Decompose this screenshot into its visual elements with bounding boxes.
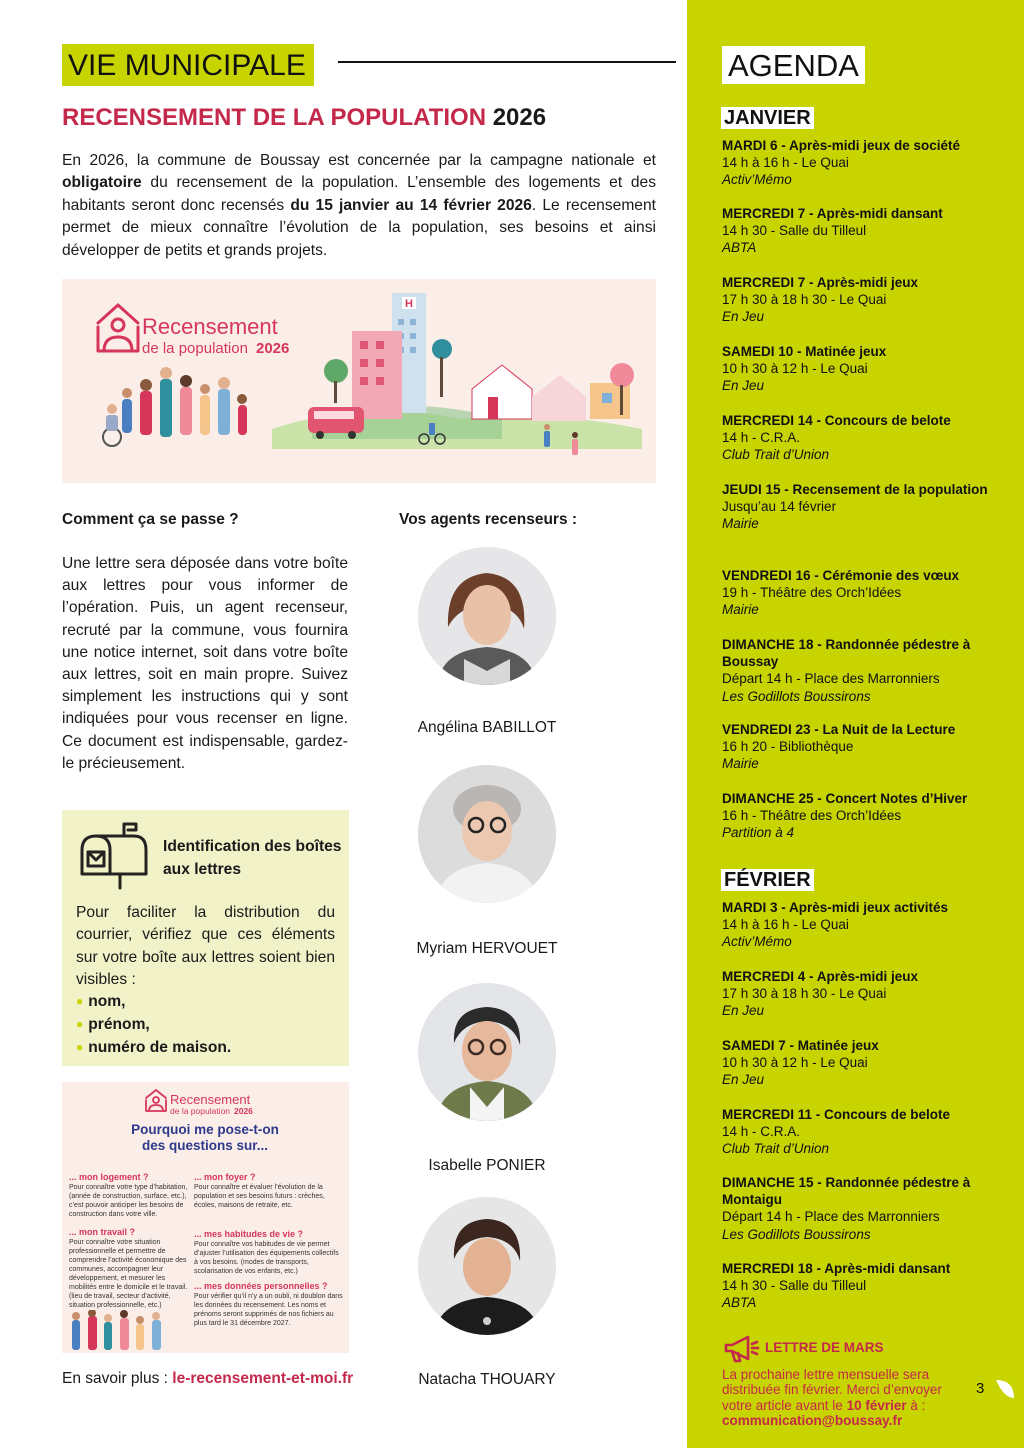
event-organizer: En Jeu — [722, 1072, 765, 1088]
qcard-crowd — [62, 1310, 192, 1353]
more-label: En savoir plus : — [62, 1370, 173, 1387]
agenda-event — [722, 721, 994, 773]
agenda-event — [722, 205, 994, 257]
agent-name: Natacha THOUARY — [418, 1371, 556, 1388]
event-title: MERCREDI 11 - Concours de belote — [722, 1107, 951, 1122]
event-when: Départ 14 h - Place des Marronniers — [722, 1209, 940, 1225]
page-corner-icon — [992, 1378, 1018, 1402]
agenda-event — [722, 968, 994, 1020]
intro-text-2: du recensement de la population. L’ensemble des logements et des habitants seront donc recensés — [62, 174, 656, 214]
event-title: MERCREDI 4 - Après-midi jeux — [722, 969, 919, 984]
mailbox-icon — [76, 822, 150, 892]
month-heading-fevrier: FÉVRIER — [721, 869, 814, 891]
banner-building-sign: H — [405, 298, 413, 310]
event-title: SAMEDI 7 - Matinée jeux — [722, 1038, 879, 1053]
agenda-event — [722, 1106, 994, 1158]
event-when: 10 h 30 à 12 h - Le Quai — [722, 361, 868, 377]
census-website-link[interactable]: le-recensement-et-moi.fr — [172, 1370, 354, 1387]
article-title — [62, 104, 546, 132]
mailbox-item: ● nom, — [76, 991, 231, 1014]
event-organizer: Mairie — [722, 516, 759, 532]
event-organizer: ABTA — [722, 240, 757, 256]
event-organizer: ABTA — [722, 1295, 757, 1311]
event-title: SAMEDI 10 - Matinée jeux — [722, 344, 887, 359]
mailbox-item: ● numéro de maison. — [76, 1037, 231, 1060]
census-illustration — [62, 279, 656, 483]
agenda-event — [722, 790, 994, 842]
qcard-block-habitudes — [194, 1229, 344, 1276]
event-title: DIMANCHE 18 - Randonnée pédestre à Boussay — [722, 637, 971, 670]
agenda-event — [722, 1174, 994, 1243]
qcard-block-text: Pour connaître vos habitudes de vie permet d’ajuster l’utilisation des équipements collectifs à vos besoins. (modes de transports, scolarisation de vos enfants, etc.) — [194, 1241, 339, 1275]
event-title: MERCREDI 18 - Après-midi dansant — [722, 1261, 951, 1276]
mailbox-items — [76, 991, 231, 1059]
qcard-block-donnees — [194, 1281, 344, 1328]
agenda-event — [722, 1037, 994, 1089]
intro-bold-2: du 15 janvier au 14 février 2026 — [290, 196, 532, 214]
qcard-block-title: ... mon logement ? — [69, 1172, 149, 1182]
agenda-event — [722, 274, 994, 326]
contact-email-link[interactable]: communication@boussay.fr — [722, 1412, 903, 1428]
lettre-deadline: 10 février — [846, 1397, 907, 1413]
month-heading-janvier: JANVIER — [721, 107, 814, 129]
event-when: 17 h 30 à 18 h 30 - Le Quai — [722, 292, 887, 308]
intro-text-1: En 2026, la commune de Boussay est concernée par la campagne nationale et — [62, 152, 656, 169]
event-organizer: En Jeu — [722, 1003, 765, 1019]
event-when: 19 h - Théâtre des Orch’Idées — [722, 585, 902, 601]
census-banner — [62, 279, 656, 483]
qcard-block-travail — [69, 1227, 189, 1310]
article-title-year: 2026 — [492, 104, 547, 131]
agenda-title: AGENDA — [722, 46, 865, 84]
lettre-title: LETTRE DE MARS — [765, 1340, 884, 1355]
event-organizer: En Jeu — [722, 378, 765, 394]
banner-logo-year: 2026 — [256, 340, 290, 357]
agents-title: Vos agents recenseurs : — [399, 511, 578, 528]
event-when: Départ 14 h - Place des Marronniers — [722, 671, 940, 687]
event-title: JEUDI 15 - Recensement de la population — [722, 482, 988, 497]
qcard-heading-1: Pourquoi me pose-t-on — [131, 1122, 279, 1137]
agent-name: Myriam HERVOUET — [416, 940, 558, 957]
page-number: 3 — [976, 1380, 985, 1397]
mailbox-text: Pour faciliter la distribution du courrier, vérifiez que ces éléments sur votre boîte aux lettres soient bien visibles : — [76, 904, 335, 989]
event-when: 14 h à 16 h - Le Quai — [722, 155, 849, 171]
house-person-icon — [98, 305, 138, 351]
event-when: 14 h - C.R.A. — [722, 430, 801, 446]
event-organizer: Les Godillots Boussirons — [722, 1226, 871, 1242]
event-title: MERCREDI 14 - Concours de belote — [722, 413, 951, 428]
agent-portrait — [418, 765, 556, 903]
event-title: DIMANCHE 25 - Concert Notes d’Hiver — [722, 791, 968, 806]
event-title: MERCREDI 7 - Après-midi dansant — [722, 206, 943, 221]
event-when: 16 h - Théâtre des Orch’Idées — [722, 808, 902, 824]
event-organizer: Club Trait d’Union — [722, 1141, 830, 1157]
event-title: MARDI 3 - Après-midi jeux activités — [722, 900, 949, 915]
qcard-block-text: Pour connaître votre type d’habitation, (année de construction, surface, etc.), c’est pouvoir anticiper les besoins de construction dans votre ville. — [69, 1184, 188, 1218]
event-title: MARDI 6 - Après-midi jeux de société — [722, 138, 961, 153]
agenda-event — [722, 636, 994, 705]
intro-text-3: . Le recensement permet de mieux connaître l’évolution de la population, ses besoins et ainsi développer de petits et grands projets. — [62, 196, 656, 259]
event-when: 14 h 30 - Salle du Tilleul — [722, 223, 867, 239]
questions-card — [62, 1082, 349, 1353]
agent-portrait — [418, 1197, 556, 1335]
section-tag: VIE MUNICIPALE — [62, 44, 314, 86]
mailbox-title: Identification des boîtes aux lettres — [163, 838, 342, 878]
banner-logo-line1: Recensement — [142, 314, 278, 339]
event-organizer: Partition à 4 — [722, 825, 795, 841]
qcard-logo-year: 2026 — [234, 1106, 253, 1116]
event-organizer: Les Godillots Boussirons — [722, 688, 871, 704]
agenda-event — [722, 412, 994, 464]
qcard-block-foyer — [194, 1172, 344, 1210]
qcard-block-title: ... mes habitudes de vie ? — [194, 1229, 304, 1239]
more-info — [62, 1370, 353, 1388]
agent-portrait — [418, 547, 556, 685]
event-organizer: Mairie — [722, 602, 759, 618]
qcard-logo-line1: Recensement — [170, 1092, 251, 1107]
event-title: MERCREDI 7 - Après-midi jeux — [722, 275, 919, 290]
agent-portrait — [418, 983, 556, 1121]
agenda-event — [722, 481, 994, 533]
event-when: 14 h 30 - Salle du Tilleul — [722, 1278, 867, 1294]
qcard-block-title: ... mes données personnelles ? — [194, 1281, 328, 1291]
agenda-event — [722, 1260, 994, 1312]
lettre-text — [722, 1367, 962, 1428]
event-title: VENDREDI 23 - La Nuit de la Lecture — [722, 722, 956, 737]
event-title: DIMANCHE 15 - Randonnée pédestre à Montaigu — [722, 1175, 971, 1208]
header-rule — [338, 61, 676, 63]
qcard-heading-2: des questions sur... — [141, 1138, 269, 1153]
agenda-event — [722, 343, 994, 395]
qcard-logo-line2: de la population — [170, 1106, 231, 1116]
event-when: 17 h 30 à 18 h 30 - Le Quai — [722, 986, 887, 1002]
event-when: Jusqu’au 14 février — [722, 499, 837, 515]
megaphone-icon — [722, 1333, 760, 1365]
event-title: VENDREDI 16 - Cérémonie des vœux — [722, 568, 960, 583]
event-when: 14 h à 16 h - Le Quai — [722, 917, 849, 933]
house-person-icon — [146, 1090, 166, 1111]
event-when: 16 h 20 - Bibliothèque — [722, 739, 854, 755]
intro-paragraph — [62, 150, 656, 262]
agenda-event — [722, 137, 994, 189]
qcard-block-logement — [69, 1172, 193, 1219]
lettre-text-2: à : — [906, 1397, 926, 1413]
lettre-text-1: La prochaine lettre mensuelle sera distribuée fin février. Merci d’envoyer votre article avant le — [722, 1367, 942, 1413]
event-organizer: En Jeu — [722, 309, 765, 325]
crowd-illustration — [103, 367, 247, 446]
qcard-block-text: Pour connaître votre situation professionnelle et permettre de comprendre l’activité économique des communes, accompagner leur développement, et mesurer les mobilités entre le domicile et le travail. (lieu de travail, secteur d’activité, situation professionnelle, etc.) — [69, 1239, 188, 1309]
agenda-event — [722, 567, 994, 619]
event-organizer: Club Trait d’Union — [722, 447, 830, 463]
qcard-block-text: Pour connaître et évaluer l’évolution de la population et ses besoins futurs : crèches, écoles, maisons de retraite, etc. — [194, 1184, 325, 1209]
agent-name: Angélina BABILLOT — [417, 719, 557, 736]
how-title: Comment ça se passe ? — [62, 511, 239, 528]
event-organizer: Mairie — [722, 756, 759, 772]
event-organizer: Activ’Mémo — [722, 934, 792, 950]
how-text: Une lettre sera déposée dans votre boîte aux lettres pour vous informer de l’opération. Puis, un agent recenseur, recruté par la commune, vous fournira une notice internet, soit dans votre boîte aux lettres, soit en main propre. Suivez simplement les instructions qui y sont indiquées pour vous recenser en ligne. Ce document est indispensable, gardez-le précieusement. — [62, 555, 348, 772]
qcard-block-title: ... mon travail ? — [69, 1227, 136, 1237]
mailbox-item: ● prénom, — [76, 1014, 231, 1037]
intro-bold-1: obligatoire — [62, 174, 142, 192]
banner-logo-line2: de la population — [142, 340, 248, 357]
article-title-text: RECENSEMENT DE LA POPULATION — [62, 104, 487, 131]
event-when: 10 h 30 à 12 h - Le Quai — [722, 1055, 868, 1071]
qcard-block-title: ... mon foyer ? — [194, 1172, 256, 1182]
event-when: 14 h - C.R.A. — [722, 1124, 801, 1140]
event-organizer: Activ’Mémo — [722, 172, 792, 188]
agenda-event — [722, 899, 994, 951]
agent-name: Isabelle PONIER — [428, 1157, 546, 1174]
qcard-block-text: Pour vérifier qu’il n’y a un oubli, ni doublon dans les données du recensement. Les noms et prénoms seront supprimés de nos fichiers au plus tard le 31 décembre 2027. — [194, 1293, 343, 1327]
